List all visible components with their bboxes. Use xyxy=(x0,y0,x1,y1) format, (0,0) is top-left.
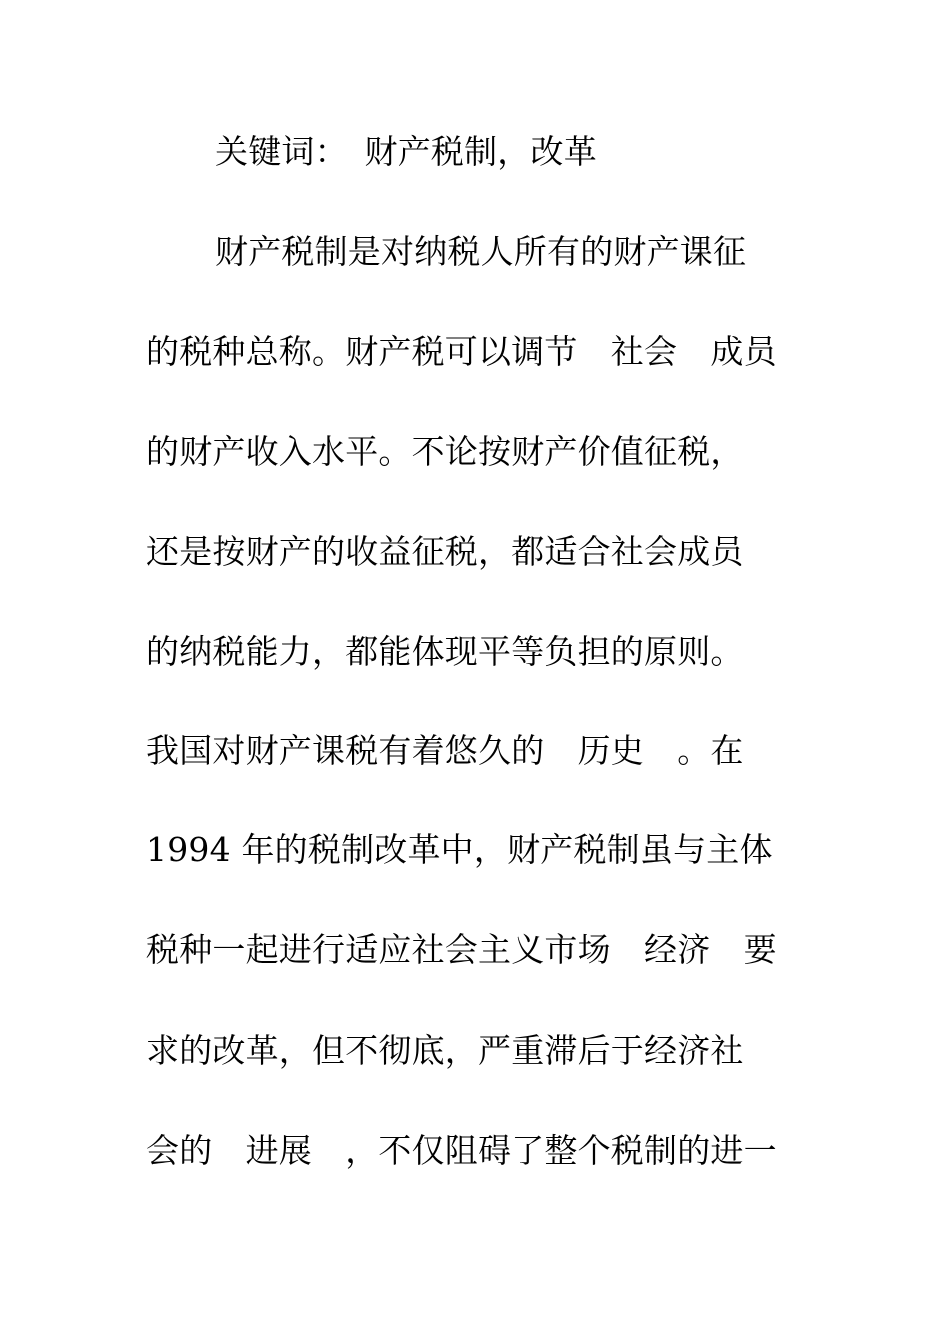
paragraph-line: 的税种总称。财产税可以调节 社会 成员 xyxy=(146,332,777,371)
keywords-line: 关键词： 财产税制，改革 xyxy=(215,132,597,171)
paragraph-line: 1994 年的税制改革中，财产税制虽与主体 xyxy=(146,830,773,869)
paragraph-line: 财产税制是对纳税人所有的财产课征 xyxy=(215,232,747,271)
paragraph-line: 的财产收入水平。不论按财产价值征税， xyxy=(146,432,744,471)
paragraph-line: 还是按财产的收益征税，都适合社会成员 xyxy=(146,532,744,571)
paragraph-line: 的纳税能力，都能体现平等负担的原则。 xyxy=(146,632,744,671)
paragraph-line: 求的改革，但不彻底，严重滞后于经济社 xyxy=(146,1031,744,1070)
paragraph-line: 会的 进展 ，不仅阻碍了整个税制的进一 xyxy=(146,1131,777,1170)
paragraph-line: 税种一起进行适应社会主义市场 经济 要 xyxy=(146,930,777,969)
paragraph-line: 我国对财产课税有着悠久的 历史 。在 xyxy=(146,731,744,770)
